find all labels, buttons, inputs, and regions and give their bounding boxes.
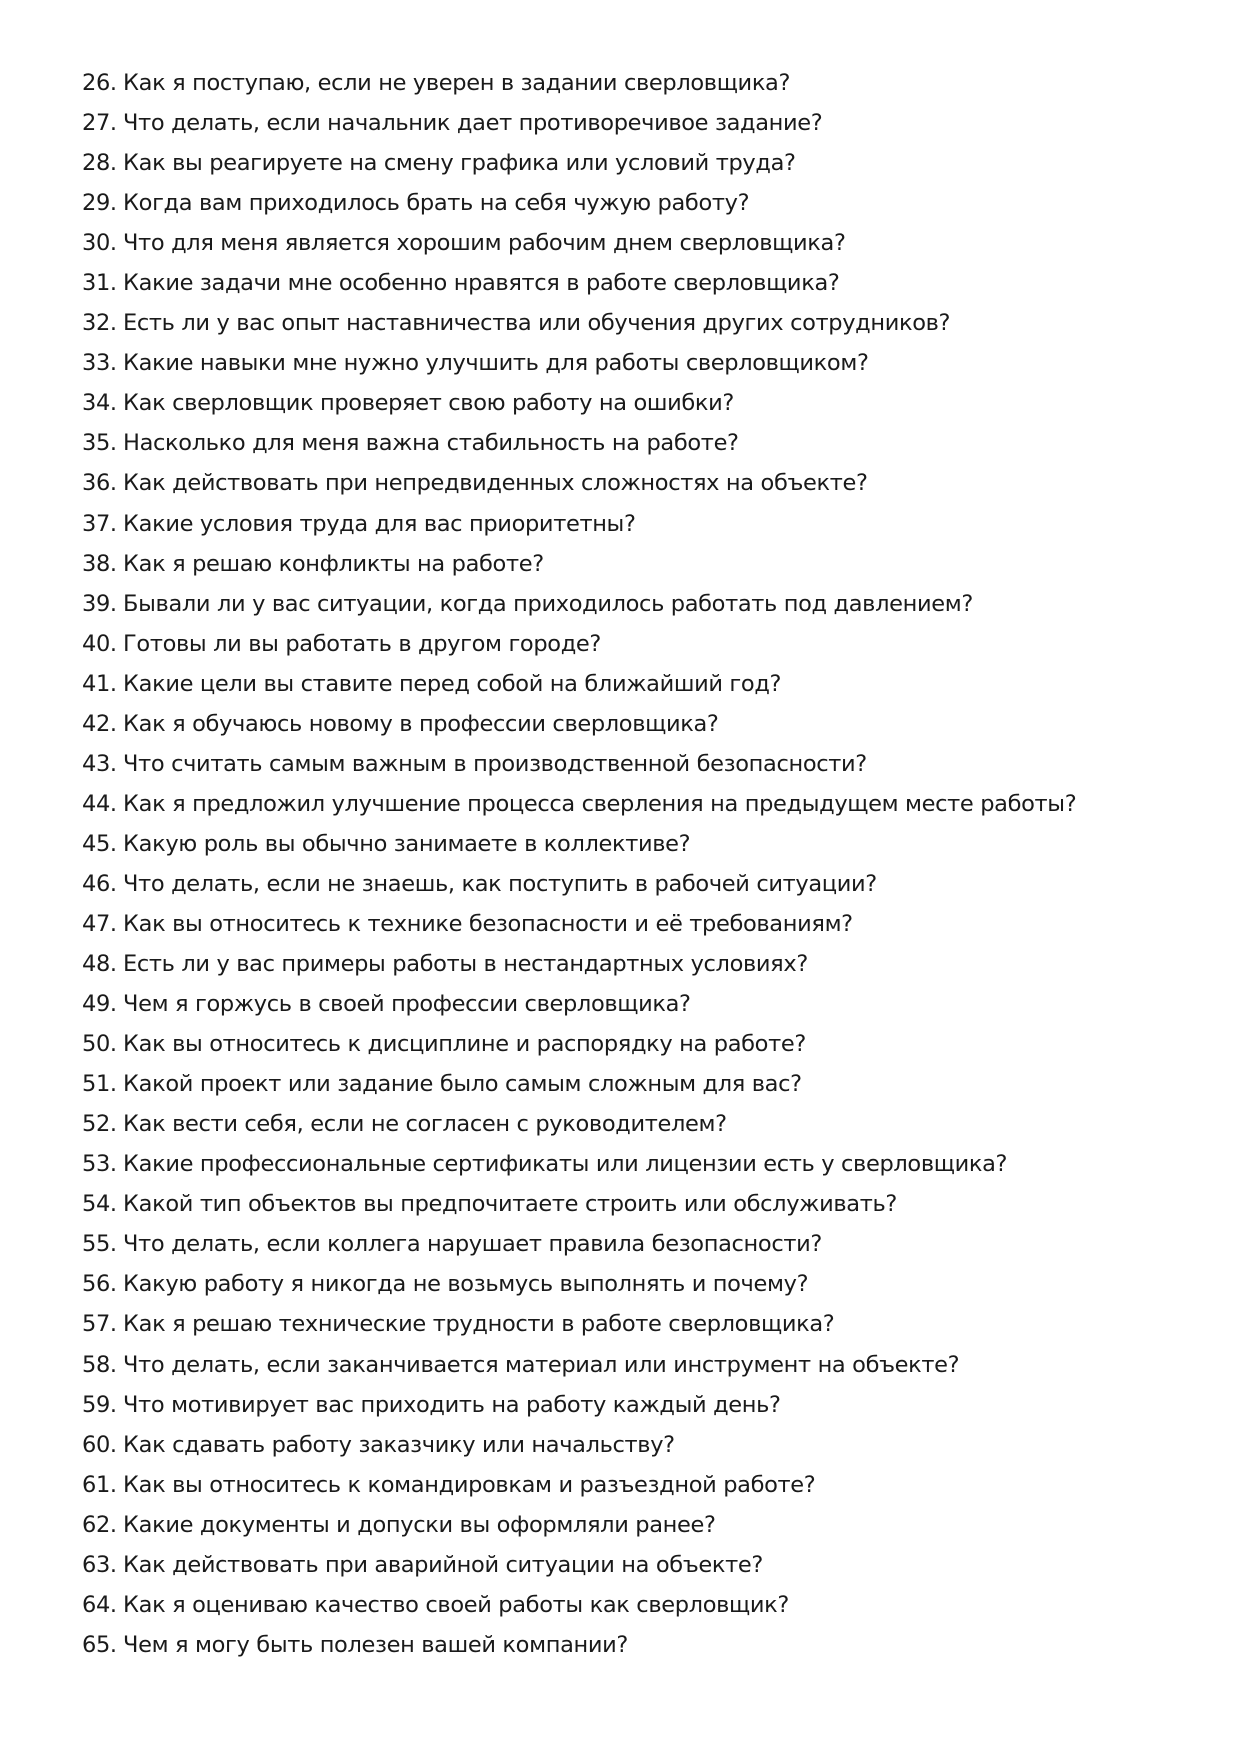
question-item <box>82 1064 1202 1104</box>
question-text: Как я решаю конфликты на работе? <box>123 550 544 577</box>
question-item <box>82 624 1202 664</box>
question-text: Как я решаю технические трудности в работе сверловщика? <box>123 1311 835 1338</box>
question-item <box>82 1545 1202 1585</box>
question-text: Какой тип объектов вы предпочитаете строить или обслуживать? <box>123 1191 897 1218</box>
question-text: Как я предложил улучшение процесса сверления на предыдущем месте работы? <box>123 790 1077 817</box>
question-number: 64. <box>82 1591 117 1618</box>
question-item <box>82 1585 1202 1625</box>
question-number: 26. <box>82 70 117 96</box>
question-number: 61. <box>82 1471 117 1498</box>
question-item <box>82 343 1202 383</box>
question-item <box>82 1184 1202 1224</box>
question-number: 46. <box>82 870 117 897</box>
question-text: Какие документы и допуски вы оформляли ранее? <box>123 1511 716 1538</box>
question-text: Что делать, если коллега нарушает правила безопасности? <box>123 1231 822 1258</box>
question-text: Как я поступаю, если не уверен в задании сверловщика? <box>123 70 791 96</box>
question-number: 51. <box>82 1071 117 1098</box>
question-number: 44. <box>82 790 117 817</box>
question-text: Какой проект или задание было самым сложным для вас? <box>123 1071 802 1098</box>
question-number: 38. <box>82 550 117 577</box>
question-text: Какие навыки мне нужно улучшить для работы сверловщиком? <box>123 350 869 377</box>
question-item <box>82 1264 1202 1304</box>
question-number: 42. <box>82 710 117 737</box>
question-number: 30. <box>82 230 117 257</box>
question-item <box>82 984 1202 1024</box>
question-item <box>82 1104 1202 1144</box>
question-item <box>82 63 1202 103</box>
question-text: Бывали ли у вас ситуации, когда приходилось работать под давлением? <box>123 590 973 617</box>
question-text: Какую работу я никогда не возьмусь выполнять и почему? <box>123 1271 809 1298</box>
question-number: 27. <box>82 110 117 137</box>
question-item <box>82 1345 1202 1385</box>
question-item <box>82 143 1202 183</box>
question-item <box>82 1425 1202 1465</box>
question-item <box>82 183 1202 223</box>
question-text: Как сдавать работу заказчику или начальству? <box>123 1431 675 1458</box>
question-number: 53. <box>82 1151 117 1178</box>
question-text: Как вы относитесь к командировкам и разъездной работе? <box>123 1471 816 1498</box>
question-text: Когда вам приходилось брать на себя чужую работу? <box>123 190 750 217</box>
question-item <box>82 944 1202 984</box>
question-number: 58. <box>82 1351 117 1378</box>
question-number: 39. <box>82 590 117 617</box>
question-item <box>82 744 1202 784</box>
question-text: Что делать, если не знаешь, как поступить в рабочей ситуации? <box>123 870 877 897</box>
question-text: Как вести себя, если не согласен с руководителем? <box>123 1111 727 1138</box>
question-number: 37. <box>82 510 117 537</box>
question-number: 43. <box>82 750 117 777</box>
question-text: Как действовать при непредвиденных сложностях на объекте? <box>123 470 868 497</box>
question-item <box>82 423 1202 463</box>
question-number: 65. <box>82 1631 117 1658</box>
question-item <box>82 1224 1202 1264</box>
question-item <box>82 824 1202 864</box>
question-text: Как я оцениваю качество своей работы как сверловщик? <box>123 1591 789 1618</box>
question-number: 40. <box>82 630 117 657</box>
question-text: Чем я горжусь в своей профессии сверловщика? <box>123 991 691 1018</box>
question-item <box>82 303 1202 343</box>
question-item <box>82 664 1202 704</box>
question-number: 28. <box>82 150 117 177</box>
question-number: 33. <box>82 350 117 377</box>
question-number: 60. <box>82 1431 117 1458</box>
question-text: Какую роль вы обычно занимаете в коллективе? <box>123 830 691 857</box>
question-item <box>82 1625 1202 1665</box>
question-item <box>82 463 1202 503</box>
question-text: Как сверловщик проверяет свою работу на ошибки? <box>123 390 735 417</box>
question-number: 49. <box>82 991 117 1018</box>
question-number: 29. <box>82 190 117 217</box>
question-item <box>82 263 1202 303</box>
question-text: Как я обучаюсь новому в профессии сверловщика? <box>123 710 719 737</box>
question-number: 31. <box>82 270 117 297</box>
question-text: Есть ли у вас опыт наставничества или обучения других сотрудников? <box>123 310 951 337</box>
question-item <box>82 1304 1202 1344</box>
question-number: 34. <box>82 390 117 417</box>
question-number: 54. <box>82 1191 117 1218</box>
question-item <box>82 1505 1202 1545</box>
question-number: 57. <box>82 1311 117 1338</box>
question-item <box>82 1465 1202 1505</box>
question-number: 50. <box>82 1031 117 1058</box>
question-number: 32. <box>82 310 117 337</box>
question-text: Что делать, если заканчивается материал или инструмент на объекте? <box>123 1351 960 1378</box>
question-text: Какие профессиональные сертификаты или лицензии есть у сверловщика? <box>123 1151 1008 1178</box>
question-number: 52. <box>82 1111 117 1138</box>
question-text: Как вы реагируете на смену графика или условий труда? <box>123 150 796 177</box>
question-item <box>82 383 1202 423</box>
question-text: Что считать самым важным в производственной безопасности? <box>123 750 867 777</box>
question-item <box>82 103 1202 143</box>
question-item <box>82 1024 1202 1064</box>
question-number: 63. <box>82 1551 117 1578</box>
question-list <box>82 63 1202 1665</box>
question-text: Как вы относитесь к технике безопасности и её требованиям? <box>123 910 853 937</box>
question-number: 62. <box>82 1511 117 1538</box>
question-number: 47. <box>82 910 117 937</box>
question-text: Как действовать при аварийной ситуации на объекте? <box>123 1551 763 1578</box>
question-text: Какие условия труда для вас приоритетны? <box>123 510 636 537</box>
question-number: 36. <box>82 470 117 497</box>
question-item <box>82 544 1202 584</box>
question-number: 59. <box>82 1391 117 1418</box>
question-text: Есть ли у вас примеры работы в нестандартных условиях? <box>123 951 808 978</box>
question-number: 55. <box>82 1231 117 1258</box>
question-item <box>82 223 1202 263</box>
question-number: 56. <box>82 1271 117 1298</box>
question-item <box>82 784 1202 824</box>
question-text: Чем я могу быть полезен вашей компании? <box>123 1631 629 1658</box>
question-number: 48. <box>82 951 117 978</box>
question-item <box>82 864 1202 904</box>
question-item <box>82 584 1202 624</box>
question-item <box>82 504 1202 544</box>
question-item <box>82 704 1202 744</box>
question-text: Какие цели вы ставите перед собой на ближайший год? <box>123 670 782 697</box>
question-text: Как вы относитесь к дисциплине и распорядку на работе? <box>123 1031 806 1058</box>
question-text: Насколько для меня важна стабильность на работе? <box>123 430 739 457</box>
question-text: Что мотивирует вас приходить на работу каждый день? <box>123 1391 781 1418</box>
question-item <box>82 904 1202 944</box>
question-number: 45. <box>82 830 117 857</box>
question-text: Какие задачи мне особенно нравятся в работе сверловщика? <box>123 270 840 297</box>
question-text: Что делать, если начальник дает противоречивое задание? <box>123 110 823 137</box>
question-item <box>82 1385 1202 1425</box>
question-item <box>82 1144 1202 1184</box>
question-text: Готовы ли вы работать в другом городе? <box>123 630 601 657</box>
question-number: 35. <box>82 430 117 457</box>
question-text: Что для меня является хорошим рабочим днем сверловщика? <box>123 230 846 257</box>
question-number: 41. <box>82 670 117 697</box>
